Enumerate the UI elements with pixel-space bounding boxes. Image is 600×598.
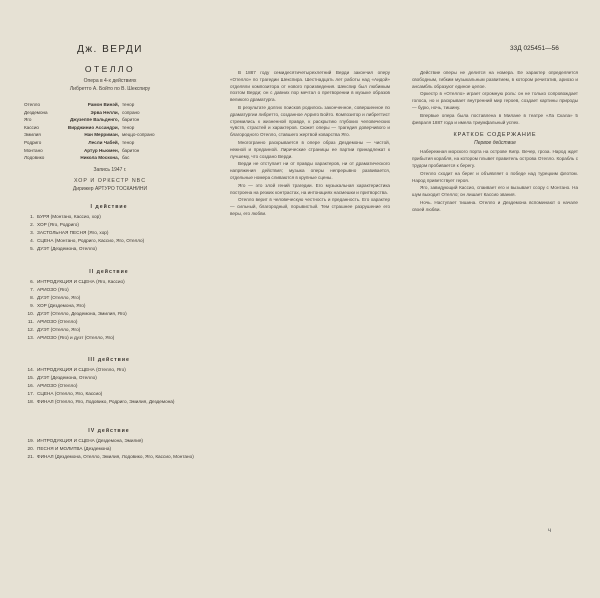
track-number: 10.	[27, 311, 34, 316]
track-item	[24, 334, 194, 342]
cast-row	[24, 154, 194, 162]
track-number: 4.	[30, 238, 34, 243]
track-title: ДУЭТ (Отелло, Дездемона, Эмилия, Яго)	[37, 311, 127, 316]
essay-paragraph: Отелло верит в человеческую честность и преданность. Его характер — сильный, благородный, порывистый. Тем страшнее разрушение его веры, его любви.	[230, 197, 390, 216]
track-number: 1.	[30, 214, 34, 219]
track-item	[24, 310, 194, 318]
essay-paragraph: Верди не отступает ни от правды характеров, ни от драматического напряжения действия; музыка оперы непрерывно развивается, отдельные номера сливаются в крупные сцены.	[230, 161, 390, 180]
track-item	[24, 437, 194, 445]
summary-paragraph: Яго, завидующий Кассио, спаивает его и вызывает ссору с Монтано. На шум выходит Отелло; он лишает Кассио звания.	[412, 185, 578, 198]
catalog-number: 33Д 025451—56	[510, 45, 559, 52]
cast-singer: Никола Москона,	[80, 155, 119, 161]
cast-voice: баритон	[122, 117, 140, 123]
track-title: ДУЭТ (Дездемона, Отелло)	[37, 375, 97, 380]
opera-subtitle: Опера в 4-х действиях	[83, 78, 137, 84]
cast-role: Монтано	[24, 147, 43, 153]
track-title: СЦЕНА (Монтано, Родриго, Кассио, Яго, Отелло)	[37, 238, 145, 243]
corner-mark: ч	[548, 528, 552, 534]
cast-role: Яго	[24, 117, 32, 123]
cast-row	[24, 147, 194, 155]
track-number: 5.	[30, 246, 34, 251]
track-number: 15.	[27, 375, 34, 380]
track-item	[24, 302, 194, 310]
cast-role: Кассио	[24, 124, 39, 130]
summary-heading: КРАТКОЕ СОДЕРЖАНИЕ	[453, 132, 537, 139]
track-number: 13.	[27, 335, 34, 340]
track-item	[24, 390, 194, 398]
cast-voice: тенор	[122, 102, 135, 107]
track-title: ИНТРОДУКЦИЯ И СЦЕНА (Яго, Кассио)	[37, 279, 125, 284]
track-title: АРИОЗО (Яго)	[37, 287, 69, 292]
cast-row	[24, 139, 194, 147]
cast-role: Родриго	[24, 139, 42, 145]
chorus-orchestra: ХОР И ОРКЕСТР NBC	[73, 178, 147, 184]
essay-paragraph: Яго — это злой гений трагедии. Его музыкальная характеристика построена на резких контрастах, на интонациях насмешки и притворства.	[230, 182, 390, 195]
act-heading: II действие	[89, 269, 129, 275]
cast-row	[24, 101, 194, 109]
recording-info: Запись 1947 г.	[93, 167, 127, 173]
essay-column-middle	[230, 70, 390, 219]
composer-name: Дж. ВЕРДИ	[77, 44, 143, 55]
track-item	[24, 229, 194, 237]
track-item	[24, 237, 194, 245]
act-heading: IV действие	[88, 428, 130, 434]
essay-paragraph: Впервые опера была поставлена в Милане в театре «Ла Скала» 5 февраля 1887 года и имела триумфальный успех.	[412, 112, 578, 125]
cast-voice: меццо-сопрано	[122, 132, 155, 138]
track-number: 18.	[27, 399, 34, 404]
track-title: СЦЕНА (Отелло, Яго, Кассио)	[37, 391, 103, 396]
track-item	[24, 286, 194, 294]
track-item	[24, 278, 194, 286]
essay-paragraph: В результате долгих поисков родилось законченное, совершенное по драматургии либретто, созданное Арриго Бойто. Композитор и либреттист стремились к жизненной правде, к раскрытию глубоких человеческих чувств, страстей и характеров. Сюжет оперы — трагедия доверчивого и благородного Отелло, ставшего жертвой коварства Яго.	[230, 104, 390, 138]
cast-voice: тенор	[122, 124, 135, 130]
track-title: ФИНАЛ (Дездемона, Отелло, Эмилия, Лодовико, Яго, Кассио, Монтано)	[37, 454, 194, 459]
cast-row	[24, 124, 194, 132]
act-heading: III действие	[88, 357, 130, 363]
cast-voice: тенор	[122, 139, 135, 145]
track-title: ИНТРОДУКЦИЯ И СЦЕНА (Отелло, Яго)	[37, 367, 126, 372]
track-item	[24, 221, 194, 229]
track-title: ЗАСТОЛЬНАЯ ПЕСНЯ (Яго, хор)	[37, 230, 109, 235]
cast-singer: Джузеппе Вальденго,	[70, 117, 119, 123]
track-item	[24, 245, 194, 253]
cast-row	[24, 131, 194, 139]
track-title: АРИОЗО (Отелло)	[37, 319, 78, 324]
cast-singer: Эрва Нелли,	[90, 109, 119, 115]
track-title: АРИОЗО (Яго) и дуэт (Отелло, Яго)	[37, 335, 115, 340]
track-item	[24, 374, 194, 382]
cast-singer: Вирджинио Ассандри,	[67, 124, 119, 130]
track-number: 11.	[27, 319, 34, 324]
cast-role: Эмилия	[24, 132, 41, 138]
cast-role: Лодовико	[24, 155, 45, 161]
cast-voice: баритон	[122, 147, 140, 153]
track-number: 12.	[27, 327, 34, 332]
track-title: ДУЭТ (Отелло, Яго)	[37, 295, 81, 300]
track-title: ХОР (Яго, Родриго)	[37, 222, 79, 227]
track-item	[24, 398, 194, 406]
track-title: БУРЯ (Монтано, Кассио, хор)	[37, 214, 101, 219]
track-item	[24, 294, 194, 302]
track-item	[24, 326, 194, 334]
track-item	[24, 453, 194, 461]
track-title: АРИОЗО (Отелло)	[37, 383, 78, 388]
cast-singer: Нан Мерриман,	[84, 132, 119, 138]
essay-paragraph: В 1887 году семидесятичетырехлетний Верди закончил оперу «Отелло» по трагедии Шекспира. Шестнадцать лет работы над «Аидой» отделяли композитора от нового произведения. Шекспир был любимым поэтом Верди; он с давних пор мечтал о претворении в музыке образов великого драматурга.	[230, 70, 390, 103]
track-title: ДУЭТ (Отелло, Яго)	[37, 327, 81, 332]
track-item	[24, 366, 194, 374]
libretto-credit: Либретто А. Бойто по В. Шекспиру	[69, 86, 151, 92]
track-item	[24, 213, 194, 221]
track-item	[24, 382, 194, 390]
essay-column-right	[412, 70, 578, 215]
track-number: 20.	[27, 446, 34, 451]
cast-role: Дездемона	[24, 109, 48, 115]
track-number: 9.	[30, 303, 34, 308]
track-number: 16.	[27, 383, 34, 388]
track-title: ДУЭТ (Дездемона, Отелло)	[37, 246, 97, 251]
track-number: 14.	[27, 367, 34, 372]
track-title: ИНТРОДУКЦИЯ И СЦЕНА (Дездемона, Эмилия)	[37, 438, 143, 443]
cast-singer: Лесли Чабей,	[88, 139, 119, 145]
summary-paragraph: Ночь. Наступает тишина. Отелло и Дездемона вспоминают о начале своей любви.	[412, 199, 578, 212]
cast-singer: Рамон Винэй,	[87, 102, 119, 107]
track-number: 8.	[30, 295, 34, 300]
track-number: 2.	[30, 222, 34, 227]
track-number: 21.	[27, 454, 34, 459]
cast-role: Отелло	[24, 102, 40, 107]
cast-voice: сопрано	[122, 109, 140, 115]
summary-paragraph: Набережная морского порта на острове Кипр. Вечер, гроза. Народ ждет прибытия корабля, на котором плывет правитель острова Отелло. Корабль с трудом пробивается к берегу.	[412, 149, 578, 168]
summary-paragraph: Отелло сходит на берег и объявляет о победе над турецким флотом. Народ приветствует героя.	[412, 170, 578, 183]
track-number: 3.	[30, 230, 34, 235]
track-title: ХОР (Дездемона, Яго)	[37, 303, 86, 308]
essay-paragraph: Действие оперы не делится на номера. Ее характер определяется свободным, гибким музыкальным развитием, в котором речитатив, ариозо и ансамбль образуют единое целое.	[412, 70, 578, 89]
cast-row	[24, 116, 194, 124]
track-number: 7.	[30, 287, 34, 292]
track-title: ФИНАЛ (Отелло, Яго, Лодовико, Родриго, Эмилия, Дездемона)	[37, 399, 175, 404]
opera-title: ОТЕЛЛО	[84, 64, 136, 74]
cast-singer: Артур Ньюмен,	[83, 147, 119, 153]
track-number: 19.	[27, 438, 34, 443]
conductor: Дирижер АРТУРО ТОСКАНИНИ	[72, 186, 148, 192]
summary-subheading: Первое действие	[474, 140, 516, 147]
track-item	[24, 318, 194, 326]
act-heading: I действие	[90, 204, 128, 210]
track-title: ПЕСНЯ И МОЛИТВА (Дездемона)	[37, 446, 112, 451]
track-number: 6.	[30, 279, 34, 284]
cast-row	[24, 109, 194, 117]
essay-paragraph: Оркестр в «Отелло» играет огромную роль: он не только сопровождает голоса, но и раскрывает внутренний мир героев, создает картины природы — бурю, ночь, тишину.	[412, 91, 578, 110]
track-number: 17.	[27, 391, 34, 396]
cast-list	[24, 101, 194, 162]
cast-voice: бас	[122, 155, 130, 161]
track-item	[24, 445, 194, 453]
essay-paragraph: Многогранно раскрывается в опере образ Дездемоны — чистой, нежной и преданной. Лирические страницы ее партии принадлежат к лучшему, что создано Верди.	[230, 139, 390, 159]
